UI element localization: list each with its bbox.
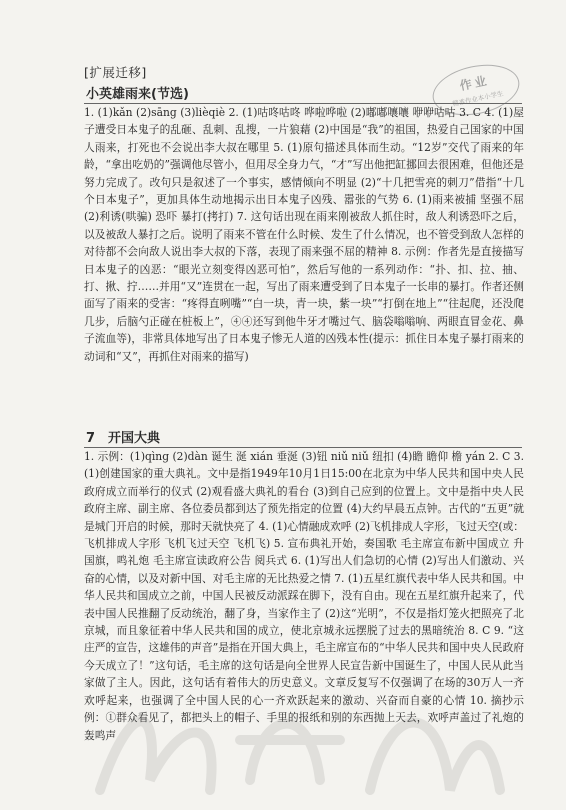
section2-title: 开国大典 — [108, 431, 161, 446]
section2-title-row — [86, 427, 160, 446]
stamp-subtitle: 精准作业本小学生 — [451, 89, 505, 109]
section1-paragraph: 1. (1)kǎn (2)sāng (3)lièqiè 2. (1)咕咚咕咚 哗啦哗啦 (2)嘟嘟嚷嚷 咿咿咕咕 3. C 4. (1)屋子遭受日本鬼子的乱砸、乱刺、乱搜，一片狼藉 (2)中国是“我”的祖国，热爱自己国家的中国人雨来，打死也不会说出李大叔在哪里 5. (1)原句描述具体而生动。“12岁”交代了雨来的年龄，“拿出吃奶的”强调他尽管小，但用尽全身力气，“才”写出他把缸挪回去很困难，但他还是努力完成了。改句只是叙述了一个事实，感情倾向不明显 (2)“十几把雪亮的刺刀”借指“十几个日本鬼子”，更加具体生动地揭示出日本鬼子凶残、嚣张的气势 6. (1)雨来被捕 坚强不屈 (2)利诱(哄骗) 恐吓 暴打(拷打) 7. 这句话出现在雨来刚被敌人抓住时，敌人利诱恐吓之后，以及被敌人暴打之后。说明了雨来不管在什么时候、发生了什么情况，也不管受到敌人怎样的对待都不会向敌人说出李大叔的下落，表现了雨来强不屈的精神 8. 示例：作者先是直接描写日本鬼子的凶恶：“眼光立刻变得凶恶可怕”，然后写他的一系列动作：“扑、扣、拉、抽、打、揪、拧……并用“又”连贯在一起，写出了雨来遭受到了日本鬼子一长串的暴打。作者还侧面写了雨来的受害：“疼得直咧嘴”“白一块，青一块，紫一块”“打倒在地上”“往起爬，还没爬几步，后脑勺正碰在桩板上”，④④还写到他牛牙才嘴过气、脑袋嗡嗡响、两眼直冒金花、鼻子流血等)，非常具体地写出了日本鬼子惨无人道的凶残本性(提示：抓住日本鬼子暴打雨来的动词和“又”，再抓住对雨来的描写) — [84, 106, 524, 363]
section1-content — [84, 104, 524, 365]
section2-content — [84, 448, 524, 744]
section2-paragraph: 1. 示例：(1)qìng (2)dàn 诞生 涎 xián 垂涎 (3)钮 niǔ niǔ 纽扣 (4)瞻 瞻仰 檐 yán 2. C 3. (1)创建国家的重大典礼。文中是指1949年10月1日15:00在北京为中华人民共和国中央人民政府成立而举行的仪式 (2)观看盛大典礼的看台 (3)到自己应到的位置上。文中是指中央人民政府主席、副主席、各位委员都到达了预先指定的位置 (4)大约早晨五点钟。古代的“五更”就是城门开启的时候，那时天就快亮了 4. (1)心情融成欢呼 (2)飞机排成人字形，飞过天空(或：飞机排成人字形 飞机飞过天空 飞机飞) 5. 宣布典礼开始，奏国歌 毛主席宣布新中国成立 升国旗，鸣礼炮 毛主席宣读政府公告 阅兵式 6. (1)写出人们急切的心情 (2)写出人们激动、兴奋的心情，以及对新中国、对毛主席的无比热爱之情 7. (1)五星红旗代表中华人民共和国。中华人民共和国成立之前，中国人民被反动派踩在脚下，没有自由。现在五星红旗升起来了，代表中国人民推翻了反动统治，翻了身，当家作主了 (2)这“光明”，不仅是指灯笼火把照亮了北京城，而且象征着中华人民共和国的成立，使北京城永远摆脱了过去的黑暗统治 8. C 9. “这庄严的宣告，这雄伟的声音”是指在开国大典上，毛主席宣布的“中华人民共和国中央人民政府今天成立了！”这句话，毛主席的这句话是向全世界人民宣告新中国诞生了，中国人民从此当家做了主人。因此，这句话有着伟大的历史意义。文章反复写不仅强调了在场的30万人一齐欢呼起来，也强调了全中国人民的心一齐欢跃起来的激动、兴奋而自豪的心情 10. 摘抄示例：①群众看见了，都把头上的帽子、手里的报纸和别的东西抛上天去，欢呼声盖过了礼炮的轰鸣声 — [84, 450, 524, 742]
section2-number: 7 — [86, 431, 96, 446]
section-box-label: [扩展迁移] — [84, 65, 147, 80]
section1-title: 小英雄雨来(节选) — [86, 87, 189, 102]
stamp-title: 作业 — [458, 73, 491, 94]
